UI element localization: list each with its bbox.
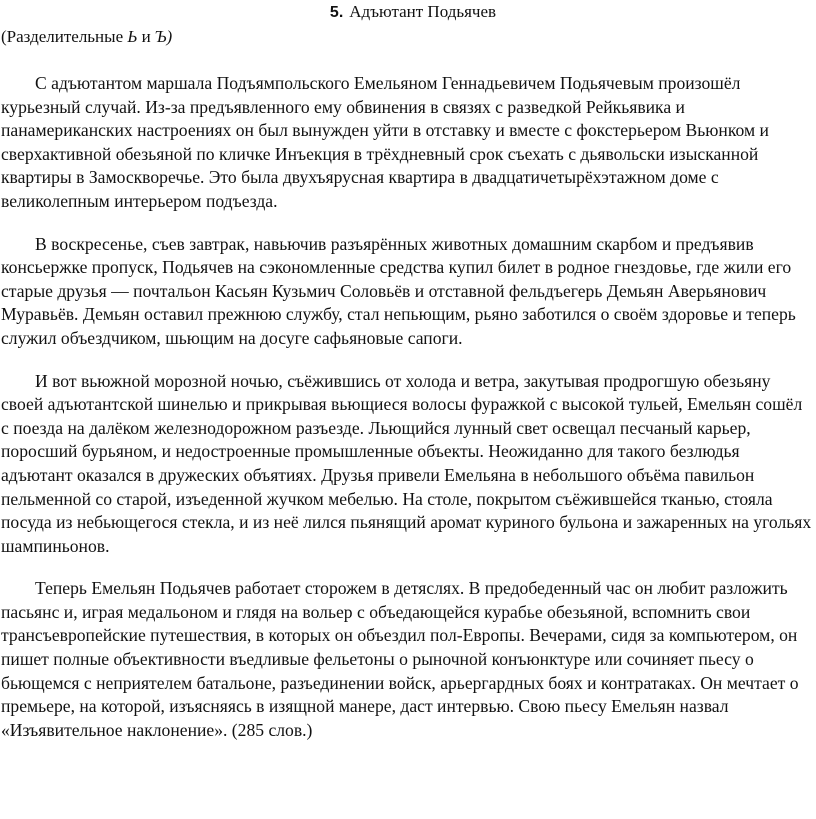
document-subtitle: [1, 27, 813, 47]
subtitle-prefix: (Разделительные: [1, 27, 128, 46]
subtitle-soft-sign: Ь: [127, 27, 138, 46]
paragraph-4: Теперь Емельян Подьячев работает сторожем в детяслях. В предобеденный час он любит разложить пасьянс и, играя медальоном и глядя на вольер с объедающейся курабье обезьяной, вспомнить свои трансъевропейские путешествия, в которых он объездил пол-Европы. Вечерами, сидя за компьютером, он пишет полные объективности въедливые фельетоны о рыночной конъюнктуре или сочиняет пьесу о бьющемся с неприятелем батальоне, разъединении войск, арьергардных боях и контратаках. Он мечтает о премьере, на которой, изъясняясь в изящной манере, даст интервью. Свою пьесу Емельян назвал «Изъявительное наклонение». (285 слов.): [1, 578, 799, 740]
paragraph-2: В воскресенье, съев завтрак, навьючив разъярённых животных домашним скарбом и предъявив консьержке пропуск, Подьячев на сэкономленные средства купил билет в родное гнездовье, где жили его старые друзья — почтальон Касьян Кузьмич Соловьёв и отставной фельдъегерь Демьян Аверьянович Муравьёв. Демьян оставил прежнюю службу, стал непьющим, рьяно заботился о своём здоровье и теперь служил объездчиком, шьющим на досуге сафьяновые сапоги.: [1, 233, 796, 348]
subtitle-and: и: [137, 27, 156, 46]
paragraph-3: И вот вьюжной морозной ночью, съёжившись от холода и ветра, закутывая продрогшую обезьяну своей адъютантской шинелью и прикрывая вьющиеся волосы фуражкой с высокой тульей, Емельян сошёл с поезда на далёком железнодорожном разъезде. Льющийся лунный свет освещал песчаный карьер, поросший бурьяном, и недостроенные промышленные объекты. Неожиданно для такого безлюдья адъютант оказался в дружеских объятиях. Друзья привели Емельяна в небольшого объёма павильон пельменной со старой, изъеденной жучком мебелью. На столе, покрытом съёжившейся тканью, стояла посуда из небьющегося стекла, и из неё лился пьянящий аромат куриного бульона и зажаренных на угольях шампиньонов.: [1, 370, 812, 556]
subtitle-hard-sign: Ъ): [155, 27, 173, 46]
title-text: Адъютант Подьячев: [349, 2, 497, 21]
document-title: [1, 2, 813, 23]
paragraph-1: С адъютантом маршала Подъямпольского Емельяном Геннадьевичем Подьячевым произошёл курьезный случай. Из-за предъявленного ему обвинения в связях с разведкой Рейкьявика и панамериканских настроениях он был вынужден уйти в отставку и вместе с фокстерьером Вьюнком и сверхактивной обезьяной по кличке Инъекция в трёхдневный срок съехать с дьявольски изысканной квартиры в Замоскворечье. Это была двухъярусная квартира в двадцатичетырёхэтажном доме с великолепным интерьером подъезда.: [1, 73, 769, 211]
title-number: 5.: [329, 4, 344, 21]
